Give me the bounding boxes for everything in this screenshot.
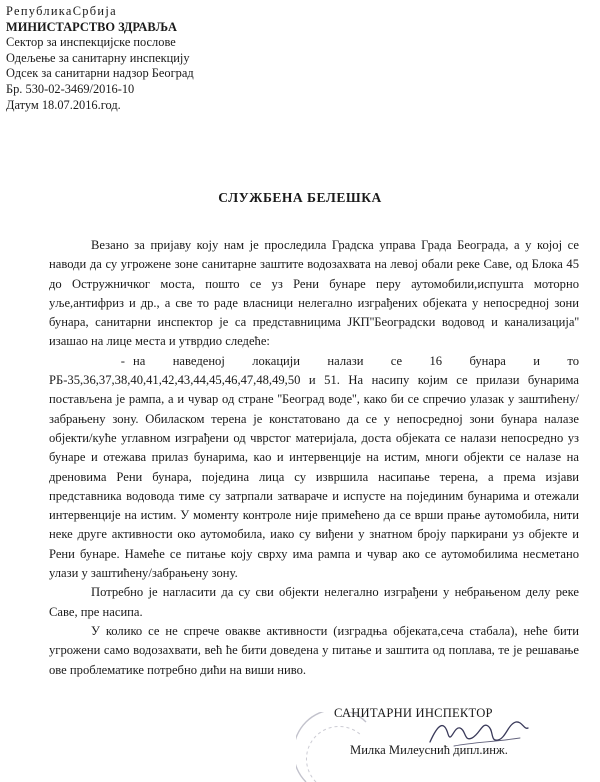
- list-item-findings: [49, 352, 579, 584]
- list-item-text: на наведеној локацији налази се 16 бунара и то РБ-35,36,37,38,40,41,42,43,44,45,46,47,48,49,50 и 51. На насипу којим се прилази бунарима постављена је рампа, а и чувар од стране ''Београд воде'', како би се спречио улазак у заштићену/забрањену зону. Обиласком терена је констатовано да се у непосредној зони бунара налазе објекти/куће углавном изграђени од чврстог материјала, доста објеката се налази непосредно уз бунаре и отежава прилаз бунарима, као и интервенције на истим, многи објекти се налазе на дреновима Рени бунара, поједина лица су извршила насипање терена, а према изјави представника водовода тиме су затрпали затвараче и испусте на појединим бунарима и отежали интервенције на истим. У моменту контроле није примећено да се врши прање аутомобила, нити неке друге активности око аутомобила, иако су виђени у знатном броју паркирани уз објекте и Рени бунаре. Намеће се питање коју сврху има рампа и чувар ако се аутомобилима несметано улази у заштићену/забрањену зону.: [49, 353, 579, 581]
- republic-line: РепубликаСрбија: [6, 4, 117, 18]
- ministry-line: МИНИСТАРСТВО ЗДРАВЉА: [6, 19, 177, 34]
- document-date: Датум 18.07.2016.год.: [6, 97, 121, 112]
- department-line: Одељење за санитарну инспекцију: [6, 50, 190, 65]
- section-line: Одсек за санитарни надзор Београд: [6, 66, 194, 81]
- paragraph-conclusion: У колико се не спрече овакве активности (изградња објеката,сеча стабала), неће бити угрожени само водозахвати, већ ће бити доведена у питање и заштита од поплава, те је решавање ове проблематике потребно дићи на виши ниво.: [49, 623, 579, 677]
- document-title: СЛУЖБЕНА БЕЛЕШКА: [218, 190, 382, 205]
- letterhead: [6, 4, 306, 113]
- paragraph-note: Потребно је нагласити да су сви објекти нелегално изграђени у небрањеном делу реке Саве, пре насипа.: [49, 585, 579, 619]
- signatory-name: Милка Милеуснић дипл.инж.: [350, 743, 508, 757]
- paragraph-intro: Везано за пријаву коју нам је проследила Градска управа Града Београда, а у којој се наводи да су угрожене зоне санитарне заштите водозахвата на левој обали реке Саве, од Блока 45 до Остружничког моста, пошто се уз Рени бунаре перу аутомобили,испушта моторно уље,антифриз и др., а све то раде власници нелегално изграђених објеката у непосредној зони бунара, санитарни инспектор је са представницима ЈКП''Београдски водовод и канализација'' изашао на лице места и утврдио следеће:: [49, 238, 579, 349]
- reference-number: Бр. 530-02-3469/2016-10: [6, 81, 135, 96]
- signature-title: САНИТАРНИ ИНСПЕКТОР: [334, 706, 493, 720]
- document-body: [49, 236, 579, 680]
- signature-block: [334, 706, 584, 757]
- list-dash: -: [120, 353, 125, 368]
- sector-line: Сектор за инспекцијске послове: [6, 35, 176, 50]
